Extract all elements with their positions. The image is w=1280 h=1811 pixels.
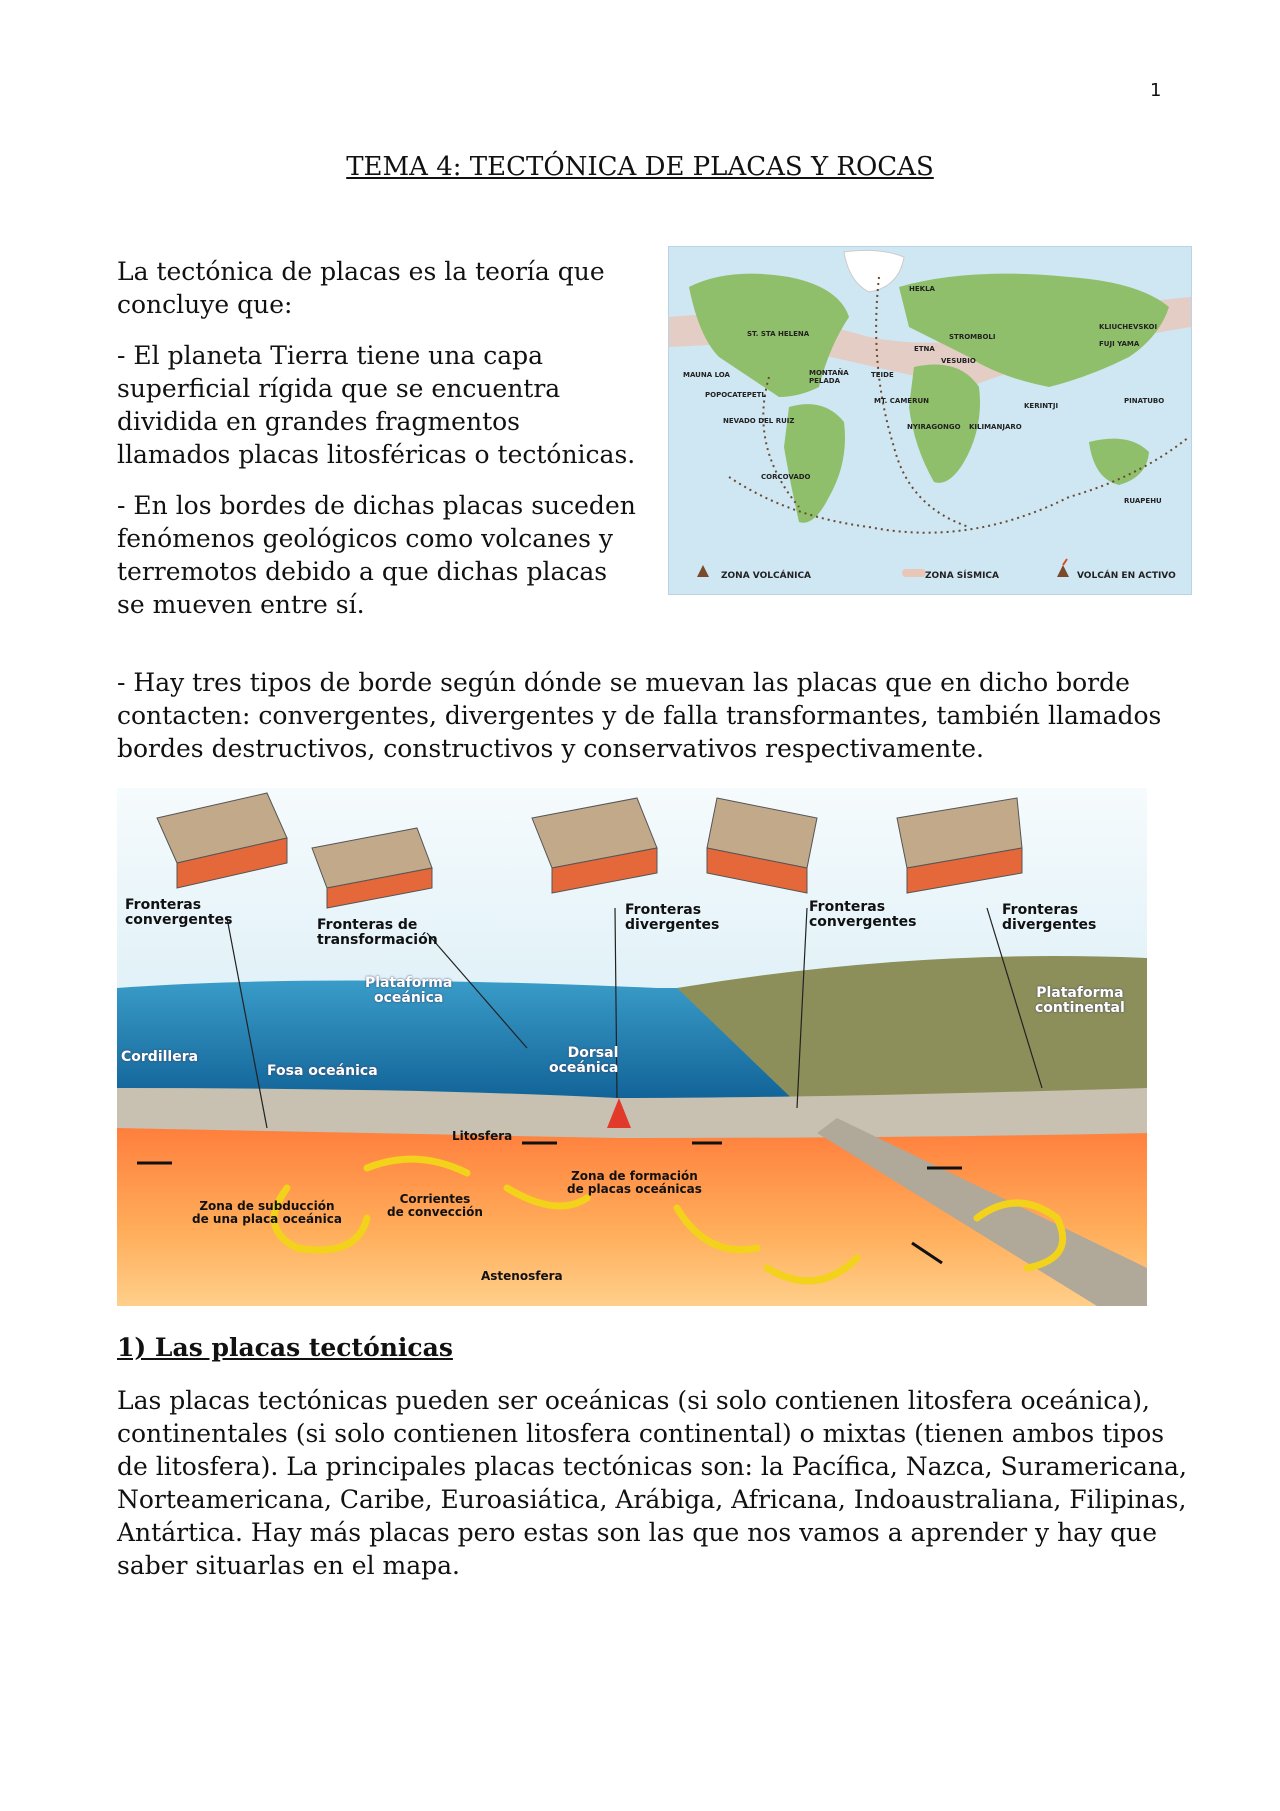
map-label-ruapehu: RUAPEHU [1124, 497, 1162, 505]
map-label-kerintji: KERINTJI [1024, 402, 1059, 410]
intro-paragraph-3: - En los bordes de dichas placas suceden fenómenos geológicos como volcanes y terremotos debido a que dichas placas se mueven entre sí. [117, 491, 636, 619]
label-dorsal-oceanica: Dorsal oceánica [549, 1045, 619, 1076]
label-fronteras-divergentes-1: Fronteras divergentes [625, 902, 720, 933]
map-label-pinatubo: PINATUBO [1124, 397, 1165, 405]
volcano-seismic-world-map [668, 246, 1192, 595]
page-title: TEMA 4: TECTÓNICA DE PLACAS Y ROCAS [346, 152, 934, 182]
map-label-sta-helena: ST. STA HELENA [747, 330, 810, 338]
label-corrientes-conveccion: Corrientes de convección [387, 1192, 483, 1219]
legend-volcanic-zone: ZONA VOLCÁNICA [721, 571, 812, 581]
intro-text [117, 255, 637, 639]
map-label-stromboli: STROMBOLI [949, 333, 996, 341]
label-cordillera: Cordillera [121, 1049, 199, 1065]
label-litosfera: Litosfera [452, 1129, 513, 1143]
border-types-paragraph: - Hay tres tipos de borde según dónde se muevan las placas que en dicho borde contacten: convergentes, divergentes y de falla transformantes, también llamados bordes destructivos, constructivos y conservativos respectivamente. [117, 668, 1162, 763]
map-label-teide: TEIDE [871, 371, 894, 379]
legend-active-volcano: VOLCÁN EN ACTIVO [1077, 571, 1176, 581]
map-label-mt-camerun: MT. CAMERUN [874, 397, 930, 405]
label-plataforma-oceanica: Plataforma oceánica [365, 975, 453, 1006]
map-label-montana-pelada: MONTAÑA PELADA [809, 369, 849, 385]
map-label-mauna-loa: MAUNA LOA [683, 371, 730, 379]
label-zona-formacion: Zona de formación de placas oceánicas [567, 1169, 702, 1196]
map-label-kliuchevskoi: KLIUCHEVSKOI [1099, 323, 1158, 331]
map-label-kilimanjaro: KILIMANJARO [969, 423, 1022, 431]
label-plataforma-continental: Plataforma continental [1035, 985, 1125, 1016]
section-1-paragraph: Las placas tectónicas pueden ser oceánicas (si solo contienen litosfera oceánica), continentales (si solo contienen litosfera continental) o mixtas (tienen ambos tipos de litosfera). La principales placas tectónicas son: la Pacífica, Nazca, Suramericana, Norteamericana, Caribe, Euroasiática, Arábiga, Africana, Indoaustraliana, Filipinas, Antártica. Hay más placas pero estas son las que nos vamos a aprender y hay que saber situarlas en el mapa. [117, 1386, 1187, 1580]
intro-paragraph-1: La tectónica de placas es la teoría que concluye que: [117, 257, 605, 319]
page-number: 1 [1150, 80, 1162, 101]
map-label-fuji: FUJI YAMA [1099, 340, 1140, 348]
plate-boundaries-diagram [117, 788, 1147, 1306]
label-astenosfera: Astenosfera [481, 1269, 563, 1283]
plate-boundaries-graphic [117, 788, 1147, 1306]
label-fronteras-divergentes-2: Fronteras divergentes [1002, 902, 1097, 933]
label-fronteras-convergentes-2: Fronteras convergentes [809, 899, 917, 930]
legend-seismic-zone: ZONA SÍSMICA [925, 571, 999, 581]
map-label-nyiragongo: NYIRAGONGO [907, 423, 961, 431]
map-label-nevado: NEVADO DEL RUIZ [723, 417, 795, 425]
label-fronteras-transformacion: Fronteras de transformación [317, 917, 438, 948]
map-label-etna: ETNA [914, 345, 935, 353]
label-zona-subduccion: Zona de subducción de una placa oceánica [192, 1199, 342, 1226]
map-label-hekla: HEKLA [909, 285, 935, 293]
label-fronteras-convergentes-1: Fronteras convergentes [125, 897, 233, 928]
intro-paragraph-2: - El planeta Tierra tiene una capa superficial rígida que se encuentra dividida en grandes fragmentos llamados placas litosféricas o tectónicas. [117, 341, 636, 469]
map-label-popocatepetl: POPOCATEPETL [705, 391, 766, 399]
map-label-corcovado: CORCOVADO [761, 473, 811, 481]
map-label-vesubio: VESUBIO [941, 357, 976, 365]
label-fosa-oceanica: Fosa oceánica [267, 1063, 378, 1079]
section-1-heading: 1) Las placas tectónicas [117, 1333, 453, 1362]
